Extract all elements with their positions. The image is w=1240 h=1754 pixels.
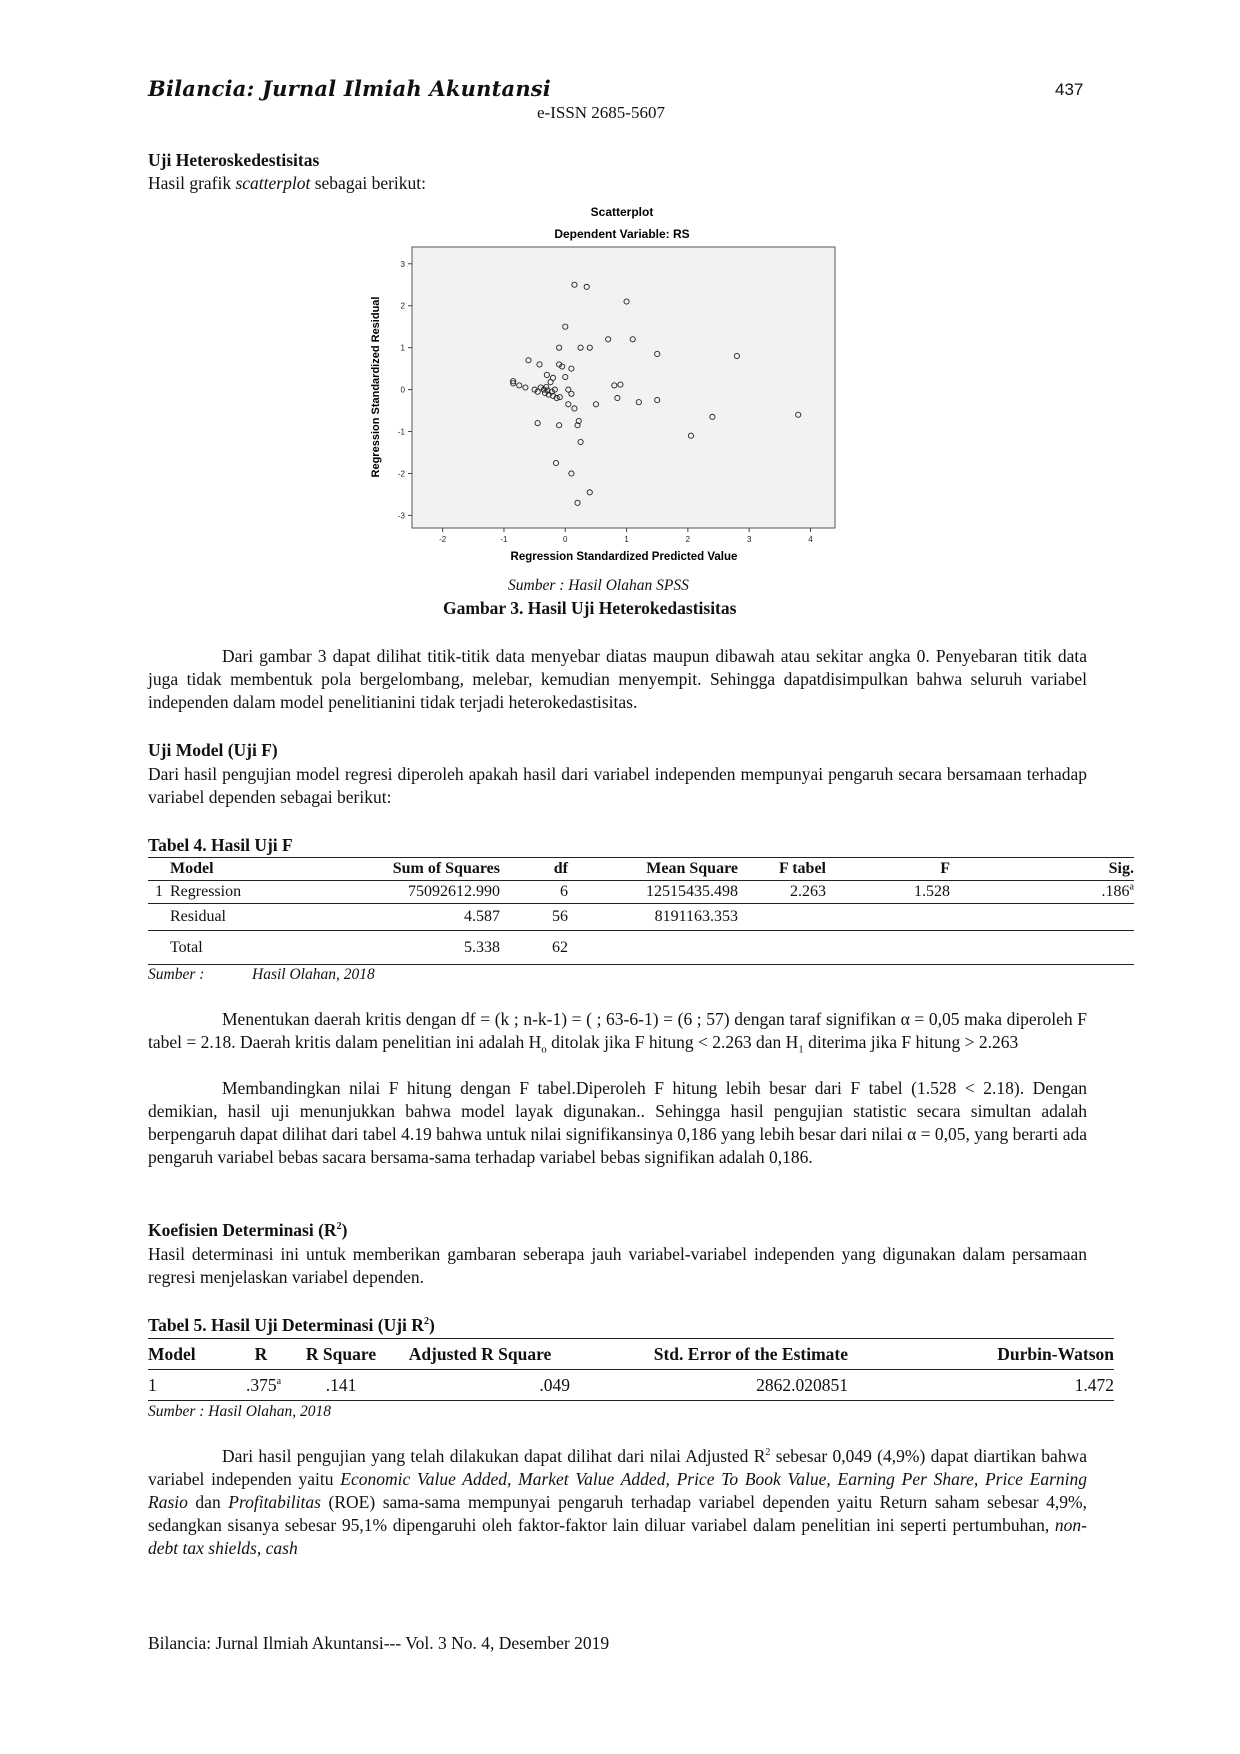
journal-title: Bilancia: Jurnal Ilmiah Akuntansi xyxy=(148,76,551,101)
table5-col-rsq: R Square xyxy=(305,1343,377,1364)
para-r2-text-c: dan xyxy=(187,1492,229,1512)
table5-source: Sumber : Hasil Olahan, 2018 xyxy=(148,1403,331,1420)
table4-col-f: F xyxy=(940,860,950,877)
y-axis xyxy=(398,260,412,521)
para-f-text-c: diterima jika F hitung > 2.263 xyxy=(803,1032,1019,1052)
para-r2-italic-profit: Profitabilitas xyxy=(228,1492,321,1512)
table4-cell: 1 xyxy=(155,883,163,900)
r2-heading-text: Koefisien Determinasi (R xyxy=(148,1220,337,1240)
y-tick-label: 3 xyxy=(400,259,405,269)
table4-source-label: Sumber : xyxy=(148,966,205,983)
table-row xyxy=(148,904,1134,931)
y-tick-label: 0 xyxy=(400,385,405,395)
r2-heading-end: ) xyxy=(341,1220,348,1240)
table5 xyxy=(148,1338,1114,1401)
x-axis xyxy=(439,528,813,544)
table4-title: Tabel 4. Hasil Uji F xyxy=(148,835,293,855)
para-r2-text-a: Dari hasil pengujian yang telah dilakukan dapat dilihat dari nilai Adjusted R xyxy=(222,1446,766,1466)
table4-col-ss: Sum of Squares xyxy=(392,860,500,877)
para-f-sub-o: o xyxy=(541,1043,547,1056)
page-footer: Bilancia: Jurnal Ilmiah Akuntansi--- Vol. 3 No. 4, Desember 2019 xyxy=(148,1633,610,1653)
figure-caption: Gambar 3. Hasil Uji Heterokedastisitas xyxy=(443,598,737,618)
para-f-critical xyxy=(148,1008,1087,1054)
para-r2-text-d: (ROE) sama-sama mempunyai pengaruh terhadap variabel dependen yaitu Return saham sebesar 4,9%, sedangkan sisanya sebesar 95,1% dipengaruhi oleh faktor-faktor lain diluar variabel dalam penelitian ini seperti pertumbuhan, xyxy=(148,1492,1087,1535)
table4-cell: 12515435.498 xyxy=(646,883,738,900)
hetero-paragraph: Dari gambar 3 dapat dilihat titik-titik data menyebar diatas maupun dibawah atau sekitar angka 0. Penyebaran titik data juga tidak membentuk pola bergelombang, melebar, kemudian menyempit. Sehingga dapatdisimpulkan bahwa seluruh variabel independen dalam model penelitianini tidak terjadi heterokedastisitas. xyxy=(148,646,1087,712)
y-tick-label: -3 xyxy=(397,511,405,521)
table5-header-row xyxy=(148,1339,1114,1370)
table4-col-ms: Mean Square xyxy=(646,860,738,877)
table4-cell: 8191163.353 xyxy=(654,908,738,925)
heading-uji-f: Uji Model (Uji F) xyxy=(148,740,278,760)
para-f-text-b: ditolak jika F hitung < 2.263 dan H xyxy=(546,1032,799,1052)
para-r2-text-b: sebesar 0,049 (4,9%) dapat diartikan bahwa variabel independen yaitu xyxy=(148,1446,1087,1489)
y-tick-label: -2 xyxy=(397,469,405,479)
hetero-intro-suffix: sebagai berikut: xyxy=(310,173,426,193)
para-f-sub-1: 1 xyxy=(798,1043,804,1056)
table4-cell: 56 xyxy=(552,908,568,925)
table5-title xyxy=(148,1315,435,1336)
issn: e-ISSN 2685-5607 xyxy=(537,103,665,122)
hetero-intro xyxy=(148,172,426,195)
table5-col-model: Model xyxy=(148,1343,196,1364)
figure-source: Sumber : Hasil Olahan SPSS xyxy=(508,577,689,594)
x-axis-label: Regression Standardized Predicted Value xyxy=(510,551,738,563)
table-row xyxy=(148,931,1134,965)
chart-subtitle: Dependent Variable: RS xyxy=(554,227,690,241)
r2-intro: Hasil determinasi ini untuk memberikan gambaran seberapa jauh variabel-variabel independen yang digunakan dalam persamaan regresi menjelaskan variabel dependen. xyxy=(148,1244,1087,1287)
y-tick-label: 2 xyxy=(400,301,405,311)
table5-cell: 2862.020851 xyxy=(756,1374,848,1395)
table5-col-adj: Adjusted R Square xyxy=(408,1343,552,1364)
para-f-text-a: Menentukan daerah kritis dengan df = (k ; n-k-1) = ( ; 63-6-1) = (6 ; 57) dengan taraf signifikan α = 0,05 maka diperoleh F tabel = 2.18. Daerah kritis dalam penelitian ini adalah H xyxy=(148,1009,1087,1052)
table4-cell: 1.528 xyxy=(914,883,950,900)
para-r2 xyxy=(148,1445,1087,1560)
x-tick-label: 4 xyxy=(808,535,813,544)
table4-cell: 62 xyxy=(552,938,568,956)
hetero-intro-italic: scatterplot xyxy=(235,173,311,193)
table5-cell: .141 xyxy=(325,1374,357,1395)
uji-f-intro: Dari hasil pengujian model regresi diperoleh apakah hasil dari variabel independen mempunyai pengaruh secara bersamaan terhadap variabel dependen sebagai berikut: xyxy=(148,764,1087,807)
table4-col-df: df xyxy=(553,860,568,877)
table5-title-sup: 2 xyxy=(423,1316,429,1328)
table4-sig-sup: a xyxy=(1129,881,1134,893)
table5-r-value: .375 xyxy=(246,1374,277,1395)
table4-cell: 6 xyxy=(560,883,568,900)
table4-sig-value: .186 xyxy=(1101,883,1130,900)
table-row xyxy=(148,881,1134,904)
table5-cell: 1 xyxy=(148,1374,157,1395)
para-f-compare: Membandingkan nilai F hitung dengan F tabel.Diperoleh F hitung lebih besar dari F tabel (1.528 < 2.18). Dengan demikian, hasil uji menunjukkan bahwa model layak digunakan.. Sehingga hasil pengujian statistic secara simultan adalah berpengaruh dapat dilihat dari tabel 4.19 bahwa untuk nilai signifikansinya 0,186 yang lebih besar dari nilai α = 0,05, yang berarti ada pengaruh variabel bebas sacara bersama-sama terhadap variabel bebas signifikan adalah 0,186. xyxy=(148,1078,1087,1167)
table5-col-r: R xyxy=(254,1343,268,1364)
para-r2-sup: 2 xyxy=(765,1447,771,1459)
heading-koefisien-determinasi xyxy=(148,1220,347,1241)
table4-col-ftabel: F tabel xyxy=(779,860,826,877)
heading-heteroskedastisitas: Uji Heteroskedestisitas xyxy=(148,150,320,170)
scatterplot-chart xyxy=(370,200,870,570)
para-r2-italic-end: non-debt tax shields, cash xyxy=(148,1515,1087,1558)
table5-title-end: ) xyxy=(428,1315,435,1335)
table5-col-dw: Durbin-Watson xyxy=(997,1343,1114,1364)
table4 xyxy=(148,857,1134,965)
x-tick-label: 0 xyxy=(563,535,568,544)
table4-cell: 4.587 xyxy=(464,908,500,925)
hetero-intro-prefix: Hasil grafik xyxy=(148,173,236,193)
table5-cell: .049 xyxy=(539,1374,570,1395)
x-tick-label: 1 xyxy=(624,535,629,544)
table4-cell xyxy=(950,881,1134,904)
plot-area xyxy=(412,247,835,528)
r2-heading-sup: 2 xyxy=(336,1221,342,1233)
x-tick-label: 3 xyxy=(746,535,752,544)
table4-cell: 2.263 xyxy=(790,883,826,900)
table5-title-text: Tabel 5. Hasil Uji Determinasi (Uji R xyxy=(148,1315,424,1335)
table4-header-row xyxy=(148,858,1134,881)
y-axis-label: Regression Standardized Residual xyxy=(370,296,382,478)
table4-cell: 75092612.990 xyxy=(408,883,500,900)
table5-r-sup: a xyxy=(276,1375,282,1387)
table4-cell: Total xyxy=(170,938,203,956)
y-tick-label: -1 xyxy=(397,427,405,437)
table5-col-se: Std. Error of the Estimate xyxy=(653,1343,848,1364)
table-row xyxy=(148,1370,1114,1401)
table5-cell: 1.472 xyxy=(1074,1374,1114,1395)
table4-cell: Residual xyxy=(170,908,226,925)
table4-col-sig: Sig. xyxy=(1108,860,1134,877)
x-tick-label: -1 xyxy=(500,535,508,544)
para-r2-italic-vars: Economic Value Added, Market Value Added, Price To Book Value, Earning Per Share, Price Earning Rasio xyxy=(148,1469,1087,1512)
table4-cell: 5.338 xyxy=(464,938,500,956)
y-tick-label: 1 xyxy=(400,343,405,353)
page-number: 437 xyxy=(1055,80,1084,99)
table4-source-value: Hasil Olahan, 2018 xyxy=(252,966,375,983)
x-tick-label: -2 xyxy=(439,535,447,544)
x-tick-label: 2 xyxy=(685,535,691,544)
table5-cell xyxy=(230,1370,292,1401)
table4-col-model: Model xyxy=(170,860,214,877)
table4-cell: Regression xyxy=(170,883,242,900)
chart-title: Scatterplot xyxy=(590,205,654,219)
